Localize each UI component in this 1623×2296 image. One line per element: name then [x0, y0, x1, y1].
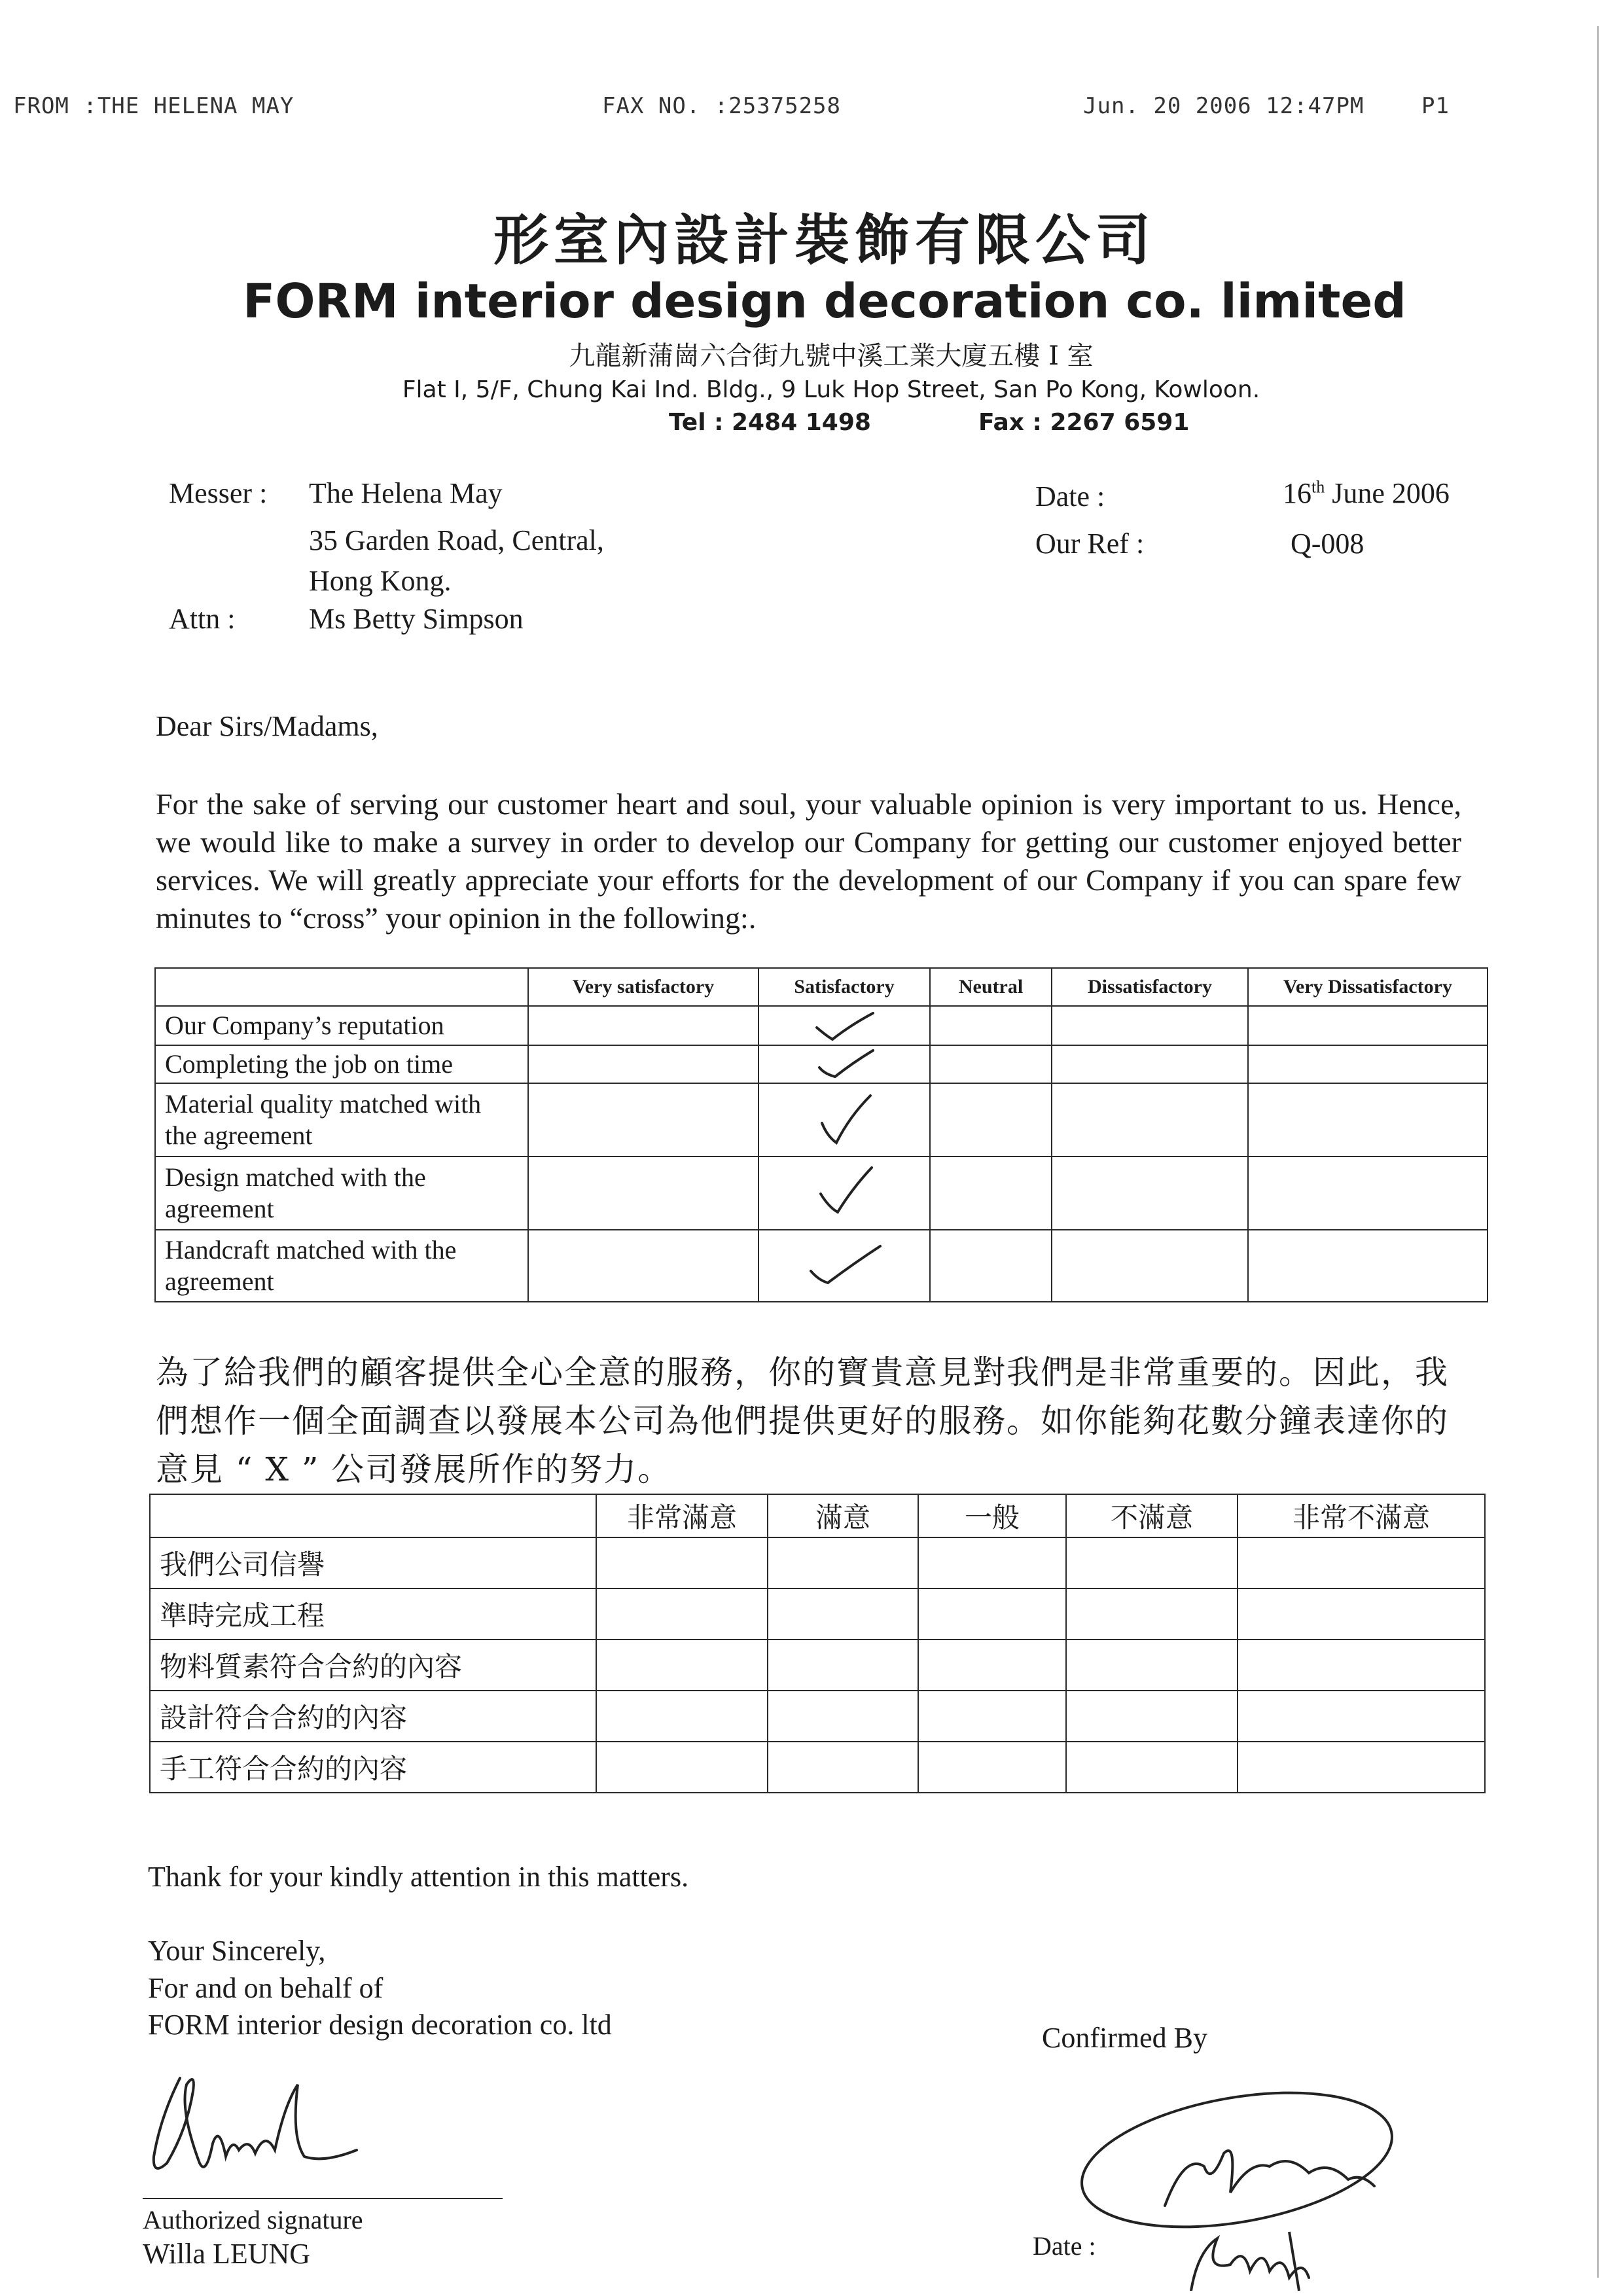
- row-label: 設計符合合約的內容: [150, 1691, 596, 1742]
- cell-dissatisfactory[interactable]: [1052, 1157, 1248, 1230]
- fax-datetime: Jun. 20 2006 12:47PM: [1083, 93, 1364, 119]
- survey-header-row: [155, 968, 1488, 1006]
- cell-dissatisfactory[interactable]: [1052, 1006, 1248, 1045]
- confirmation-signature: [1073, 2075, 1440, 2291]
- header-average: 一般: [918, 1494, 1066, 1537]
- cell-neutral[interactable]: [930, 1083, 1052, 1157]
- cell-very-satisfactory[interactable]: [528, 1045, 758, 1083]
- cell-satisfactory[interactable]: [758, 1083, 930, 1157]
- letter-date: 16th June 2006: [1283, 477, 1450, 509]
- header-very-satisfactory: Very satisfactory: [528, 968, 758, 1006]
- cell-very-satisfactory[interactable]: [528, 1157, 758, 1230]
- cell-very-satisfactory[interactable]: [528, 1083, 758, 1157]
- cell-neutral[interactable]: [930, 1045, 1052, 1083]
- cell-option[interactable]: [918, 1742, 1066, 1793]
- cell-satisfactory[interactable]: [758, 1045, 930, 1083]
- row-label: 準時完成工程: [150, 1588, 596, 1640]
- cell-neutral[interactable]: [930, 1006, 1052, 1045]
- cell-dissatisfactory[interactable]: [1052, 1230, 1248, 1302]
- cell-dissatisfactory[interactable]: [1052, 1045, 1248, 1083]
- closing-line3: FORM interior design decoration co. ltd: [148, 2009, 612, 2041]
- scan-edge-line: [1597, 26, 1599, 2278]
- survey-header-row: [150, 1494, 1485, 1537]
- cell-option[interactable]: [1238, 1742, 1485, 1793]
- cell-very-dissatisfactory[interactable]: [1248, 1157, 1488, 1230]
- cell-neutral[interactable]: [930, 1230, 1052, 1302]
- attn-label: Attn :: [169, 603, 236, 635]
- confirmed-by-label: Confirmed By: [1042, 2022, 1207, 2054]
- cell-option[interactable]: [1066, 1742, 1238, 1793]
- cell-option[interactable]: [768, 1640, 918, 1691]
- cell-option[interactable]: [768, 1588, 918, 1640]
- signature-line: [143, 2198, 503, 2199]
- checkmark-icon: [805, 1090, 883, 1149]
- salutation: Dear Sirs/Madams,: [156, 710, 378, 742]
- fax-from: FROM :THE HELENA MAY: [13, 93, 294, 119]
- table-row: [150, 1588, 1485, 1640]
- header-very-satisfied: 非常滿意: [596, 1494, 768, 1537]
- row-label: Our Company’s reputation: [155, 1006, 528, 1045]
- cell-option[interactable]: [768, 1691, 918, 1742]
- attn-name: Ms Betty Simpson: [309, 603, 524, 635]
- cell-option[interactable]: [596, 1742, 768, 1793]
- cell-option[interactable]: [918, 1691, 1066, 1742]
- cell-option[interactable]: [1066, 1640, 1238, 1691]
- closing-line2: For and on behalf of: [148, 1972, 383, 2004]
- cell-option[interactable]: [768, 1537, 918, 1588]
- table-row: [150, 1537, 1485, 1588]
- cell-satisfactory[interactable]: [758, 1006, 930, 1045]
- messer-label: Messer :: [169, 477, 268, 509]
- fax-page: P1: [1421, 93, 1450, 119]
- row-label: 我們公司信譽: [150, 1537, 596, 1588]
- table-row: [155, 1006, 1488, 1045]
- cell-option[interactable]: [918, 1640, 1066, 1691]
- survey-table-english: [154, 967, 1488, 1302]
- recipient-name: The Helena May: [309, 477, 503, 509]
- confirmed-date-label: Date :: [1033, 2231, 1096, 2261]
- cell-option[interactable]: [918, 1588, 1066, 1640]
- cell-option[interactable]: [1238, 1640, 1485, 1691]
- row-label: Completing the job on time: [155, 1045, 528, 1083]
- cell-satisfactory[interactable]: [758, 1230, 930, 1302]
- header-blank: [150, 1494, 596, 1537]
- signer-name: Willa LEUNG: [143, 2238, 311, 2270]
- row-label: Handcraft matched with the agreement: [155, 1230, 528, 1302]
- checkmark-icon: [802, 1240, 887, 1292]
- closing-line1: Your Sincerely,: [148, 1935, 326, 1967]
- company-fax: Fax : 2267 6591: [978, 409, 1190, 436]
- table-row: [150, 1640, 1485, 1691]
- cell-option[interactable]: [1238, 1537, 1485, 1588]
- company-address-english: Flat I, 5/F, Chung Kai Ind. Bldg., 9 Luk Hop Street, San Po Kong, Kowloon.: [402, 376, 1260, 403]
- cell-neutral[interactable]: [930, 1157, 1052, 1230]
- table-row: [155, 1157, 1488, 1230]
- table-row: [155, 1083, 1488, 1157]
- company-name-english: FORM interior design decoration co. limited: [243, 274, 1406, 329]
- table-row: [155, 1230, 1488, 1302]
- company-tel: Tel : 2484 1498: [669, 409, 871, 436]
- cell-option[interactable]: [596, 1537, 768, 1588]
- recipient-address-line2: Hong Kong.: [309, 565, 452, 597]
- cell-very-dissatisfactory[interactable]: [1248, 1006, 1488, 1045]
- cell-very-dissatisfactory[interactable]: [1248, 1230, 1488, 1302]
- fax-number: FAX NO. :25375258: [602, 93, 841, 119]
- header-dissatisfactory: Dissatisfactory: [1052, 968, 1248, 1006]
- table-row: [150, 1742, 1485, 1793]
- table-row: [155, 1045, 1488, 1083]
- cell-dissatisfactory[interactable]: [1052, 1083, 1248, 1157]
- checkmark-icon: [805, 1164, 883, 1223]
- header-very-dissatisfied: 非常不滿意: [1238, 1494, 1485, 1537]
- cell-option[interactable]: [1066, 1588, 1238, 1640]
- checkmark-icon: [805, 1009, 883, 1042]
- cell-option[interactable]: [596, 1640, 768, 1691]
- row-label: 手工符合合約的內容: [150, 1742, 596, 1793]
- cell-very-satisfactory[interactable]: [528, 1230, 758, 1302]
- cell-satisfactory[interactable]: [758, 1157, 930, 1230]
- our-ref-value: Q-008: [1291, 528, 1364, 560]
- table-row: [150, 1691, 1485, 1742]
- checkmark-icon: [805, 1048, 883, 1081]
- cell-option[interactable]: [918, 1537, 1066, 1588]
- header-blank: [155, 968, 528, 1006]
- header-very-dissatisfactory: Very Dissatisfactory: [1248, 968, 1488, 1006]
- header-neutral: Neutral: [930, 968, 1052, 1006]
- company-name-chinese: 形室內設計裝飾有限公司: [493, 207, 1156, 272]
- company-address-chinese: 九龍新蒲崗六合街九號中溪工業大廈五樓 I 室: [569, 341, 1094, 371]
- cell-very-dissatisfactory[interactable]: [1248, 1045, 1488, 1083]
- cell-option[interactable]: [596, 1588, 768, 1640]
- header-dissatisfied: 不滿意: [1066, 1494, 1238, 1537]
- cell-option[interactable]: [1066, 1691, 1238, 1742]
- recipient-address-line1: 35 Garden Road, Central,: [309, 524, 604, 556]
- cell-very-dissatisfactory[interactable]: [1248, 1083, 1488, 1157]
- authorized-signature: [141, 2065, 376, 2183]
- cell-option[interactable]: [1238, 1588, 1485, 1640]
- header-satisfied: 滿意: [768, 1494, 918, 1537]
- survey-table-chinese: [149, 1494, 1486, 1793]
- row-label: Design matched with the agreement: [155, 1157, 528, 1230]
- cell-option[interactable]: [596, 1691, 768, 1742]
- header-satisfactory: Satisfactory: [758, 968, 930, 1006]
- cell-option[interactable]: [768, 1742, 918, 1793]
- closing-note: Thank for your kindly attention in this matters.: [148, 1861, 689, 1893]
- our-ref-label: Our Ref :: [1035, 528, 1145, 560]
- cell-option[interactable]: [1066, 1537, 1238, 1588]
- letter-body-chinese: 為了給我們的顧客提供全心全意的服務，你的寶貴意見對我們是非常重要的。因此，我們想作一個全面調查以發展本公司為他們提供更好的服務。如你能夠花數分鐘表達你的意見 “ X ” 公司發展所作的努力。: [156, 1354, 1449, 1488]
- row-label: Material quality matched with the agreement: [155, 1083, 528, 1157]
- date-label: Date :: [1035, 480, 1105, 512]
- authorized-signature-label: Authorized signature: [143, 2205, 363, 2234]
- cell-option[interactable]: [1238, 1691, 1485, 1742]
- letter-body: For the sake of serving our customer heart and soul, your valuable opinion is very important to us. Hence, we would like to make a survey in order to develop our Company for getting our customer enjoyed better services. We will greatly appreciate your efforts for the development of our Company if you can spare few minutes to “cross” your opinion in the following:.: [156, 787, 1461, 935]
- row-label: 物料質素符合合約的內容: [150, 1640, 596, 1691]
- cell-very-satisfactory[interactable]: [528, 1006, 758, 1045]
